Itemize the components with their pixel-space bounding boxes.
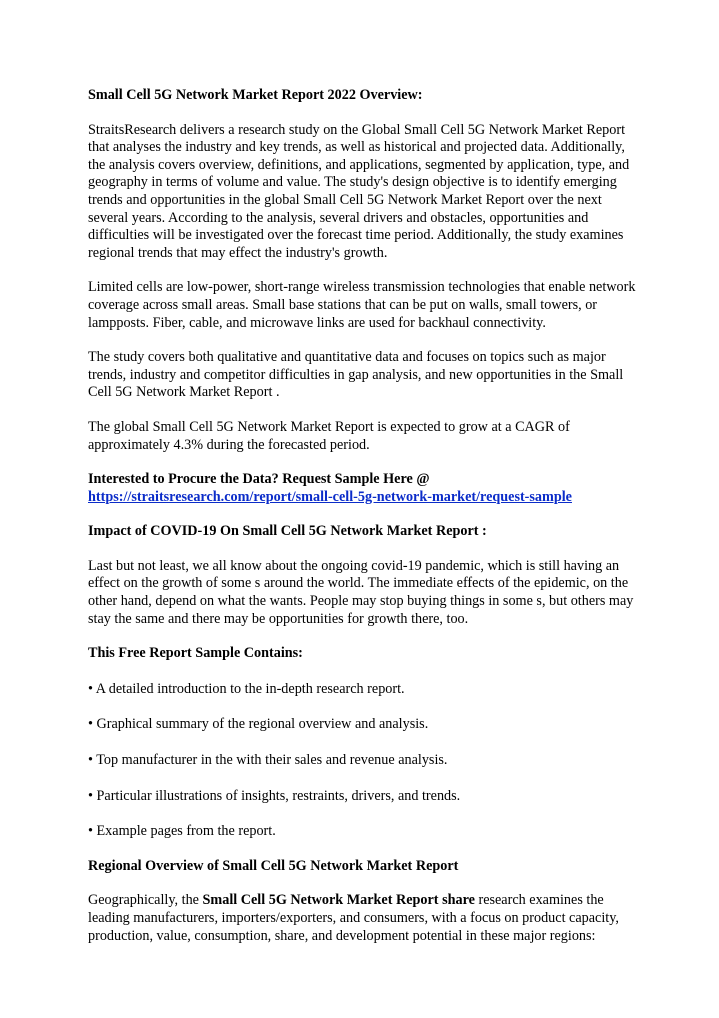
bullet-item-example-pages: • Example pages from the report. bbox=[88, 823, 276, 840]
regional-text-post: research examines the leading manufacturers, importers/exporters, and consumers, with a focus on product capacity, production, value, consumption, share, and development potential in these major regions: bbox=[88, 892, 619, 944]
cagr-paragraph: The global Small Cell 5G Network Market Report is expected to grow at a CAGR of approximately 4.3% during the forecasted period. bbox=[88, 418, 570, 453]
limited-cells-paragraph: Limited cells are low-power, short-range wireless transmission technologies that enable network coverage across small areas. Small base stations that can be put on walls, small towers, or lampposts. Fiber, cable, and microwave links are used for backhaul connectivity. bbox=[88, 279, 636, 331]
request-sample-block bbox=[88, 471, 636, 506]
bullet-item-illustrations: • Particular illustrations of insights, restraints, drivers, and trends. bbox=[88, 787, 461, 804]
covid-heading: Impact of COVID-19 On Small Cell 5G Network Market Report : bbox=[88, 523, 487, 540]
bullet-item-graphical-summary: • Graphical summary of the regional overview and analysis. bbox=[88, 716, 429, 733]
regional-overview-paragraph bbox=[88, 892, 636, 945]
bullet-item-top-manufacturer: • Top manufacturer in the with their sales and revenue analysis. bbox=[88, 752, 448, 769]
request-sample-link[interactable]: https://straitsresearch.com/report/small-cell-5g-network-market/request-sample bbox=[88, 488, 572, 505]
request-sample-heading: Interested to Procure the Data? Request Sample Here @ bbox=[88, 471, 430, 488]
bullet-item-introduction: • A detailed introduction to the in-depth research report. bbox=[88, 680, 405, 697]
intro-paragraph: StraitsResearch delivers a research study on the Global Small Cell 5G Network Market Report that analyses the industry and key trends, as well as historical and projected data. Additionally, the analysis covers overview, definitions, and applications, segmented by application, type, and geography in terms of volume and value. The study's design objective is to identify emerging trends and opportunities in the global Small Cell 5G Network Market Report over the next several years. According to the analysis, several drivers and obstacles, opportunities and difficulties will be investigated over the forecast time period. Additionally, the study examines regional trends that may effect the industry's growth. bbox=[88, 121, 630, 261]
report-title: Small Cell 5G Network Market Report 2022 Overview: bbox=[88, 87, 423, 103]
study-covers-paragraph: The study covers both qualitative and quantitative data and focuses on topics such as major trends, industry and competitor difficulties in gap analysis, and new opportunities in the Small Cell 5G Network Market Report . bbox=[88, 349, 624, 401]
regional-overview-heading: Regional Overview of Small Cell 5G Network Market Report bbox=[88, 857, 459, 874]
regional-text-pre: Geographically, the bbox=[88, 892, 203, 909]
document-body bbox=[88, 87, 636, 945]
covid-paragraph: Last but not least, we all know about the ongoing covid-19 pandemic, which is still having an effect on the growth of some s around the world. The immediate effects of the epidemic, on the other hand, depend on what the wants. People may stop buying things in some s, but others may stay the same and there may be opportunities for growth there, too. bbox=[88, 557, 634, 627]
sample-contents-heading: This Free Report Sample Contains: bbox=[88, 645, 303, 662]
regional-text-bold: Small Cell 5G Network Market Report share bbox=[202, 892, 475, 909]
